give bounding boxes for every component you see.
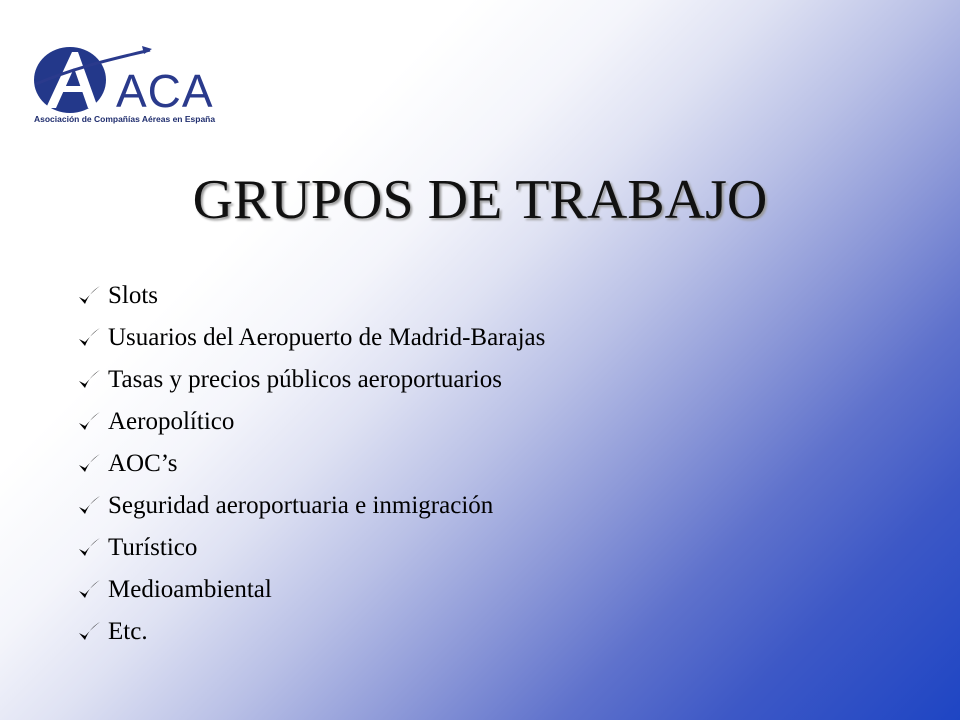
slide-title: GRUPOS DE TRABAJO	[192, 169, 768, 231]
check-icon	[76, 535, 102, 561]
aca-logo	[28, 44, 228, 130]
list-item	[76, 359, 545, 401]
list-item-label: Etc.	[108, 618, 148, 645]
list-item	[76, 569, 545, 611]
list-item	[76, 611, 545, 653]
list-item	[76, 443, 545, 485]
logo-text: ACA	[116, 65, 214, 117]
logo-tagline: Asociación de Compañías Aéreas en España	[34, 114, 216, 124]
check-icon	[76, 619, 102, 645]
check-icon	[76, 409, 102, 435]
list-item	[76, 275, 545, 317]
check-icon	[76, 325, 102, 351]
check-icon	[76, 451, 102, 477]
working-groups-list	[76, 275, 545, 653]
list-item-label: Tasas y precios públicos aeroportuarios	[108, 366, 502, 393]
list-item-label: Seguridad aeroportuaria e inmigración	[108, 492, 494, 519]
list-item-label: Turístico	[108, 534, 198, 561]
check-icon	[76, 283, 102, 309]
check-icon	[76, 367, 102, 393]
check-icon	[76, 577, 102, 603]
list-item-label: Slots	[108, 282, 159, 309]
list-item	[76, 401, 545, 443]
list-item-label: Medioambiental	[108, 576, 272, 603]
list-item-label: Aeropolítico	[108, 408, 235, 435]
check-icon	[76, 493, 102, 519]
list-item	[76, 317, 545, 359]
list-item-label: Usuarios del Aeropuerto de Madrid-Barajas	[108, 324, 546, 351]
list-item	[76, 527, 545, 569]
list-item-label: AOC’s	[108, 450, 178, 477]
list-item	[76, 485, 545, 527]
